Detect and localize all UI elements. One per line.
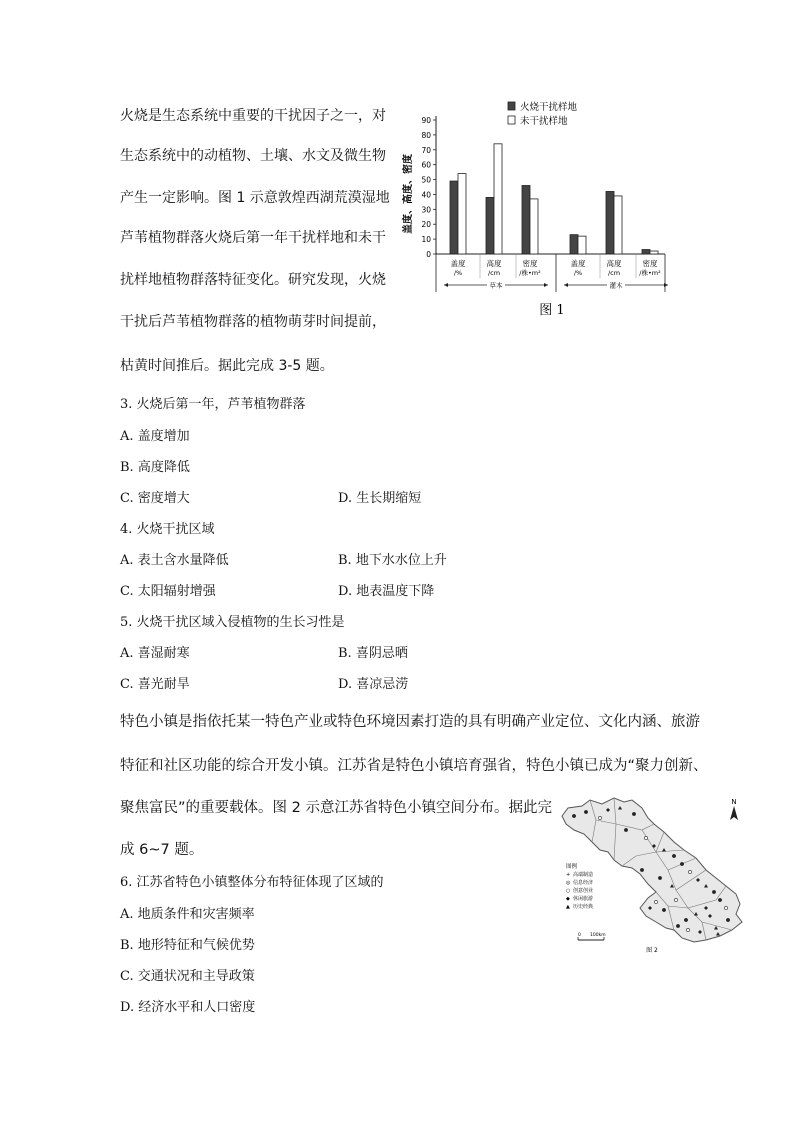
legend-title: 图例 <box>566 864 578 870</box>
para2-line-2: 特征和社区功能的综合开发小镇。江苏省是特色小镇培育强省，特色小镇已成为“聚力创新、 <box>120 758 708 774</box>
q5-option-a: A. 喜湿耐寒 <box>120 646 190 661</box>
q4-option-d: D. 地表温度下降 <box>338 584 435 599</box>
town-marker <box>674 898 677 901</box>
q5-option-d: D. 喜凉忌涝 <box>338 677 409 692</box>
bar-burned <box>522 186 530 254</box>
town-marker <box>640 868 643 871</box>
y-tick-label: 60 <box>421 160 431 170</box>
intro-line-5: 扰样地植物群落特征变化。研究发现，火烧 <box>120 272 386 288</box>
scale-label: 100km <box>590 933 606 938</box>
x-tick-unit: /株•m² <box>519 269 541 277</box>
para2-line-3: 聚焦富民”的重要载体。图 2 示意江苏省特色小镇空间分布。据此完 <box>120 800 552 816</box>
x-tick-unit: /cm <box>607 269 621 277</box>
para2-line-4: 成 6~7 题。 <box>120 842 204 858</box>
town-marker <box>684 918 687 921</box>
town-marker <box>632 812 635 815</box>
q4-option-b: B. 地下水水位上升 <box>338 553 447 568</box>
x-tick-label: 高度 <box>606 259 622 268</box>
q6-option-b: B. 地形特征和气候优势 <box>120 938 255 953</box>
bar-unburned <box>494 144 502 254</box>
legend-swatch-2 <box>508 116 515 124</box>
intro-line-2: 生态系统中的动植物、土壤、水文及微生物 <box>120 148 386 164</box>
legend-symbol: + <box>566 872 571 878</box>
x-tick-label: 密度 <box>642 259 658 268</box>
x-tick-unit: /株•m² <box>639 269 661 277</box>
q3-option-a: A. 盖度增加 <box>120 429 190 444</box>
q6-option-c: C. 交通状况和主导政策 <box>120 969 255 984</box>
scale-zero: 0 <box>578 933 581 938</box>
y-tick-label: 30 <box>421 205 431 215</box>
x-tick-unit: /% <box>573 269 583 277</box>
bar-burned <box>642 250 650 254</box>
y-tick-label: 50 <box>421 175 431 185</box>
group-label: 灌木 <box>609 281 623 290</box>
x-tick-label: 密度 <box>522 259 538 268</box>
x-tick-label: 高度 <box>486 259 502 268</box>
bar-burned <box>486 197 494 254</box>
legend-symbol: ◎ <box>566 880 571 886</box>
q3-option-d: D. 生长期缩短 <box>338 491 422 506</box>
intro-line-4: 芦苇植物群落火烧后第一年干扰样地和未干 <box>120 230 386 246</box>
x-tick-label: 盖度 <box>450 259 466 268</box>
legend-item-2: 信息经济 <box>573 880 594 886</box>
y-tick-label: 0 <box>426 250 431 259</box>
legend-symbol: ◆ <box>566 896 570 902</box>
town-marker <box>680 862 683 865</box>
chart-bars <box>450 144 658 254</box>
map-legend <box>566 862 594 910</box>
y-tick-label: 90 <box>421 116 431 125</box>
town-marker <box>718 898 721 901</box>
north-arrow <box>730 798 738 820</box>
town-marker <box>572 814 575 817</box>
legend-symbol: ▲ <box>566 904 570 910</box>
legend-item-3: 创意创业 <box>573 888 594 894</box>
q3-option-b: B. 高度降低 <box>120 460 190 475</box>
legend-symbol: ○ <box>566 888 571 894</box>
y-tick-label: 10 <box>421 235 431 245</box>
town-marker <box>724 906 727 909</box>
town-marker <box>688 870 691 873</box>
chart-legend <box>508 101 578 127</box>
intro-line-6: 干扰后芦苇植物群落的植物萌芽时间提前， <box>120 314 386 330</box>
figure-1-caption: 图 1 <box>539 303 565 318</box>
q5-stem: 5. 火烧干扰区域入侵植物的生长习性是 <box>120 615 345 630</box>
town-marker <box>686 928 689 931</box>
group-brackets <box>444 254 668 292</box>
q5-option-b: B. 喜阴忌晒 <box>338 646 408 661</box>
town-marker <box>624 828 627 831</box>
figure-2-map <box>556 790 748 956</box>
y-tick-label: 80 <box>421 130 431 140</box>
scale-bar <box>578 932 606 940</box>
bar-unburned <box>650 251 658 254</box>
group-label: 草本 <box>489 281 503 290</box>
q4-option-c: C. 太阳辐射增强 <box>120 584 216 599</box>
town-marker <box>658 876 661 879</box>
town-marker <box>672 854 675 857</box>
y-axis-label: 盖度、高度、密度 <box>403 154 414 234</box>
bar-unburned <box>458 174 466 254</box>
legend-label-2: 未干扰样地 <box>520 116 568 127</box>
legend-item-1: 高端制造 <box>573 872 594 878</box>
town-marker <box>712 890 715 893</box>
y-tick-label: 20 <box>421 220 431 230</box>
x-tick-unit: /% <box>453 269 463 277</box>
q6-option-a: A. 地质条件和灾害频率 <box>120 907 255 922</box>
intro-line-7: 枯黄时间推后。据此完成 3-5 题。 <box>120 358 334 374</box>
q3-stem: 3. 火烧后第一年，芦苇植物群落 <box>120 397 306 412</box>
north-label: N <box>731 798 737 806</box>
legend-label-1: 火烧干扰样地 <box>520 102 578 113</box>
q4-stem: 4. 火烧干扰区域 <box>120 522 215 537</box>
town-marker <box>654 900 657 903</box>
q6-stem: 6. 江苏省特色小镇整体分布特征体现了区域的 <box>120 875 384 890</box>
north-arrow-icon <box>730 806 738 820</box>
bar-burned <box>606 191 614 254</box>
intro-line-1: 火烧是生态系统中重要的干扰因子之一，对 <box>120 108 386 124</box>
figure-2-caption: 图 2 <box>646 947 658 954</box>
town-marker <box>676 924 679 927</box>
bar-unburned <box>614 196 622 254</box>
town-marker <box>584 810 587 813</box>
y-tick-label: 40 <box>421 190 431 200</box>
q4-option-a: A. 表土含水量降低 <box>120 553 229 568</box>
bar-burned <box>570 235 578 254</box>
para2-line-1: 特色小镇是指依托某一特色产业或特色环境因素打造的具有明确产业定位、文化内涵、旅游 <box>120 714 700 730</box>
legend-item-5: 历史经典 <box>573 904 594 910</box>
town-marker <box>726 918 729 921</box>
x-tick-unit: /cm <box>487 269 501 277</box>
bar-burned <box>450 181 458 254</box>
x-tick-label: 盖度 <box>570 259 586 268</box>
legend-swatch-1 <box>508 102 515 110</box>
q6-option-d: D. 经济水平和人口密度 <box>120 1000 256 1015</box>
jiangsu-outline <box>562 798 742 942</box>
bar-unburned <box>530 199 538 254</box>
legend-item-4: 休闲旅游 <box>573 896 594 902</box>
bar-unburned <box>578 236 586 254</box>
y-tick-label: 70 <box>421 145 431 155</box>
figure-1-bar-chart <box>400 96 670 328</box>
town-marker <box>644 836 647 839</box>
q3-option-c: C. 密度增大 <box>120 491 190 506</box>
intro-line-3: 产生一定影响。图 1 示意敦煌西湖荒漠湿地 <box>120 190 390 206</box>
town-marker <box>598 816 601 819</box>
town-marker <box>662 908 665 911</box>
q5-option-c: C. 喜光耐旱 <box>120 677 190 692</box>
